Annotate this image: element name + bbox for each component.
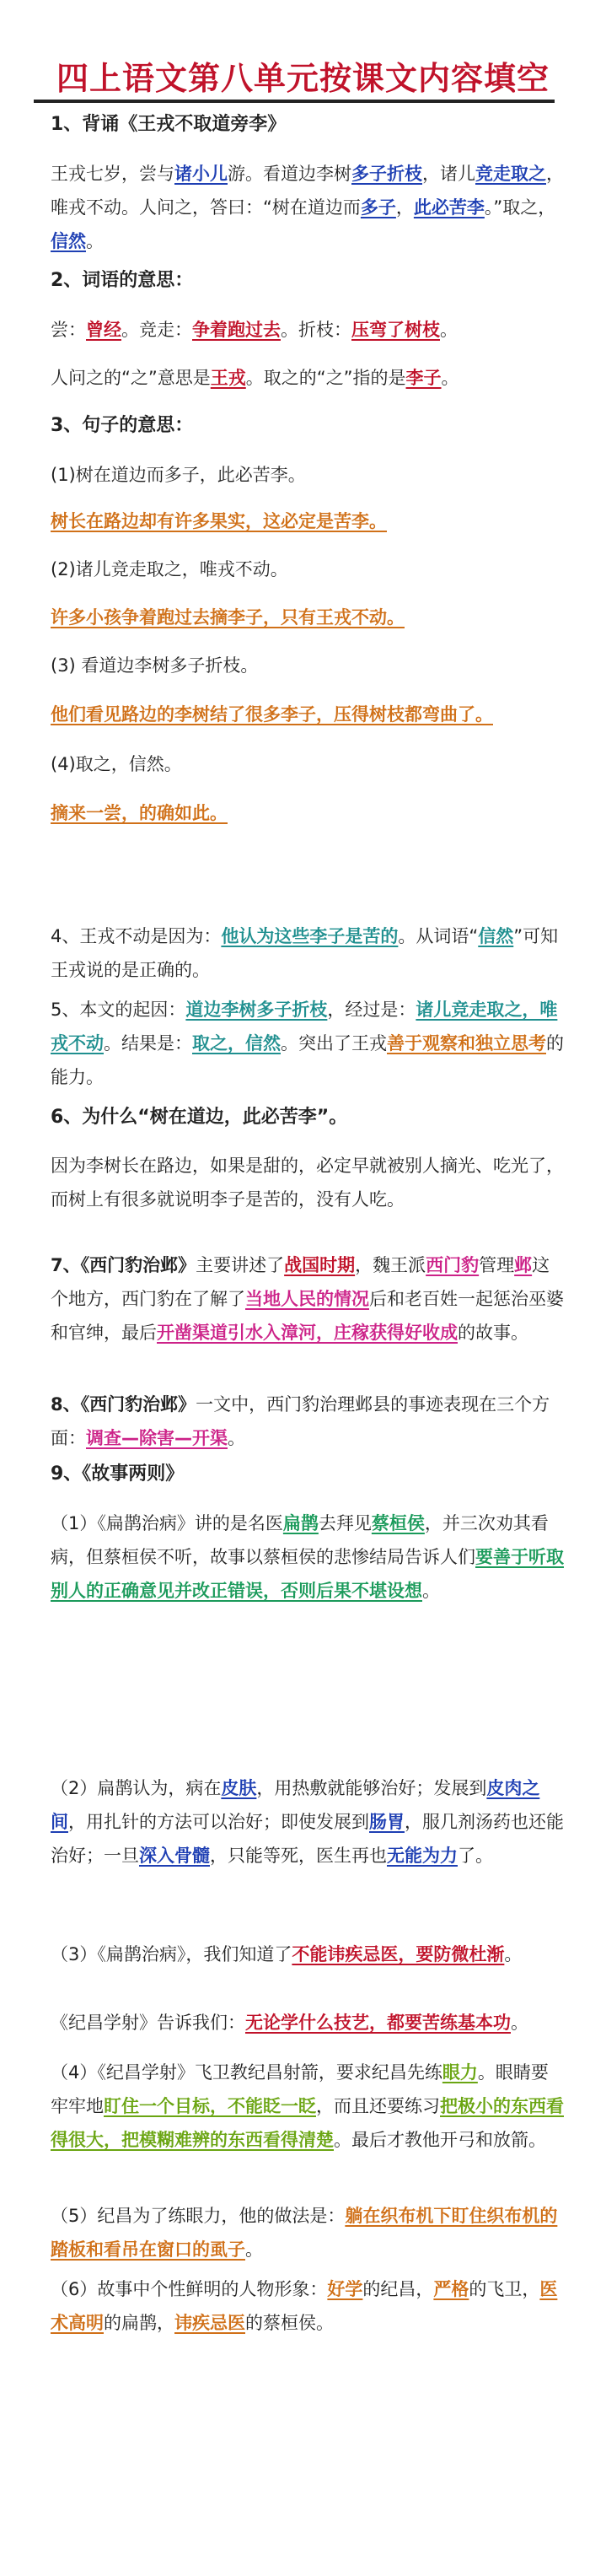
answer-blank: 战国时期 — [284, 1255, 356, 1275]
answer-blank: 诸小儿 — [174, 164, 228, 184]
text-run: 游。看道边李树 — [228, 164, 351, 184]
answer-blank: 多子 — [360, 197, 396, 218]
answer-blank: 此必苦李 — [413, 197, 485, 218]
sentence-answer-2 — [51, 601, 565, 634]
text-run: （3）《扁鹊治病》，我们知道了 — [51, 1944, 292, 1964]
sentence-answer-3 — [51, 698, 565, 731]
text-run: ”可知王戎说的是正确的。 — [51, 926, 559, 980]
text-run: 4、王戎不动是因为： — [51, 926, 222, 946]
text-run: ，魏王派 — [355, 1255, 426, 1275]
answer-blank: 无能为力 — [387, 1846, 458, 1866]
section-9-paragraph-5 — [51, 2056, 565, 2157]
answer-blank: 他认为这些李子是苦的 — [221, 926, 399, 946]
text-run: （1）《扁鹊治病》讲的是名医 — [51, 1513, 283, 1533]
answer-blank: 信然 — [478, 926, 514, 946]
section-8-text — [51, 1388, 565, 1455]
text-run: 的蔡桓侯。 — [245, 2313, 334, 2333]
answer-blank: 信然 — [51, 231, 86, 251]
text-run: 的纪昌， — [362, 2279, 434, 2299]
section-9-paragraph-6 — [51, 2199, 565, 2266]
text-run: 。 — [504, 1944, 523, 1964]
text-run: 。取之的“之”指的是 — [245, 368, 406, 388]
text-run: ，唯戎不动。人问之，答曰：“树在道边而 — [51, 164, 564, 218]
text-run: 。结果是： — [104, 1033, 192, 1054]
text-run: 。折枝： — [281, 320, 351, 340]
answer-blank: 眼力 — [442, 2062, 478, 2083]
text-run: 。从词语“ — [398, 926, 479, 946]
section-1-text — [51, 157, 565, 258]
answer-blank: 讳疾忌医 — [174, 2313, 245, 2333]
section-5-text — [51, 993, 565, 1094]
answer-blank: 善于观察和独立思考 — [387, 1033, 546, 1054]
section-4-text — [51, 919, 565, 987]
page-title: 四上语文第八单元按课文内容填空 — [56, 59, 550, 97]
section-9-paragraph-4 — [51, 2006, 565, 2040]
text-run: 。突出了王戎 — [281, 1033, 387, 1054]
sentence-question-2: (2)诸儿竞走取之，唯戎不动。 — [51, 559, 288, 579]
text-run: 王戎七岁，尝与 — [51, 164, 174, 184]
answer-blank: 摘来一尝，的确如此。 — [51, 803, 228, 823]
answer-blank: 许多小孩争着跑过去摘李子，只有王戎不动。 — [51, 607, 405, 628]
section-9-paragraph-1 — [51, 1506, 565, 1608]
text-run: （4）《纪昌学射》飞卫教纪昌射箭，要求纪昌先练 — [51, 2062, 442, 2083]
text-run: ，并三次劝其看病，但蔡桓侯不听，故事以蔡桓侯的悲惨结局告诉人们 — [51, 1513, 549, 1567]
text-run: 。 — [86, 231, 104, 251]
title-underline — [34, 100, 555, 103]
answer-blank: 诸儿竞走取之，唯戎不动 — [51, 1000, 558, 1054]
answer-blank: 争着跑过去 — [192, 320, 281, 340]
answer-blank: 肠胃 — [369, 1812, 405, 1832]
text-run: 一文中，西门豹治理邺县的事迹表现在三个方面： — [51, 1394, 550, 1448]
text-run: 这个地方，西门豹在了解了 — [51, 1255, 550, 1309]
text-run: 的能力。 — [51, 1033, 564, 1087]
text-run: ，经过是： — [327, 1000, 416, 1020]
text-run: ，服几剂汤药也还能治好；一旦 — [51, 1812, 564, 1866]
answer-blank: 躺在织布机下盯住织布机的踏板和看吊在窗口的虱子 — [51, 2206, 558, 2260]
section-2-heading: 2、词语的意思： — [51, 270, 194, 291]
text-run: 去拜见 — [318, 1513, 372, 1533]
section-2-line-2 — [51, 361, 565, 395]
answer-blank: 取之，信然 — [192, 1033, 281, 1054]
text-run: 了。 — [458, 1846, 493, 1866]
answer-blank: 无论学什么技艺，都要苦练基本功 — [245, 2013, 511, 2033]
answer-blank: 好学 — [327, 2279, 363, 2299]
answer-blank: 不能讳疾忌医，要防微杜渐 — [292, 1944, 505, 1964]
text-run: ，只能等死，医生再也 — [210, 1846, 387, 1866]
answer-blank: 多子折枝 — [351, 164, 422, 184]
text-run: 。 — [511, 2013, 528, 2033]
text-run: 7、《西门豹治邺》 — [51, 1255, 196, 1275]
answer-blank: 曾经 — [86, 320, 121, 340]
text-run: 。眼睛要牢牢地 — [51, 2062, 549, 2116]
section-2-line-1 — [51, 313, 565, 347]
text-run: ， — [395, 197, 414, 218]
section-3-heading: 3、句子的意思： — [51, 415, 194, 436]
text-run: ，用热敷就能够治好；发展到 — [256, 1778, 487, 1798]
section-9-heading: 9、《故事两则》 — [51, 1463, 185, 1485]
text-run: （2）扁鹊认为，病在 — [51, 1778, 222, 1798]
answer-blank: 他们看见路边的李树结了很多李子，压得树枝都弯曲了。 — [51, 704, 493, 725]
answer-blank: 竞走取之 — [475, 164, 546, 184]
section-9-paragraph-3 — [51, 1937, 565, 1971]
text-run: 的飞卫， — [469, 2279, 540, 2299]
text-run: ，诸儿 — [422, 164, 475, 184]
answer-blank: 扁鹊 — [282, 1513, 319, 1533]
text-run: 管理 — [479, 1255, 515, 1275]
text-run: ，用扎针的方法可以治好；即使发展到 — [68, 1812, 369, 1832]
answer-blank: 皮肉之间 — [51, 1778, 540, 1832]
text-run: 。 — [441, 368, 459, 388]
sentence-question-4: (4)取之，信然。 — [51, 754, 182, 774]
sentence-answer-1 — [51, 504, 565, 538]
text-run: 后和老百姓一起惩治巫婆和官绅，最后 — [51, 1289, 564, 1343]
text-run: 8、《西门豹治邺》 — [51, 1394, 196, 1415]
answer-blank: 把极小的东西看得很大，把模糊难辨的东西看得清楚 — [51, 2096, 564, 2150]
sentence-question-3: (3) 看道边李树多子折枝。 — [51, 655, 259, 676]
answer-blank: 要善于听取别人的正确意见并改正错误，否则后果不堪设想 — [51, 1547, 564, 1601]
section-7-text — [51, 1248, 565, 1350]
answer-blank: 盯住一个目标，不能眨一眨 — [104, 2096, 316, 2116]
answer-blank: 道边李树多子折枝 — [185, 1000, 328, 1020]
text-run: 。 — [228, 1428, 245, 1448]
answer-blank: 压弯了树枝 — [351, 320, 440, 340]
answer-blank: 当地人民的情况 — [245, 1289, 369, 1309]
text-run: 人问之的“之”意思是 — [51, 368, 211, 388]
answer-blank: 调查—除害—开渠 — [86, 1428, 228, 1448]
answer-blank: 开凿渠道引水入漳河，庄稼获得好收成 — [157, 1323, 458, 1343]
text-run: 尝： — [51, 320, 86, 340]
section-6-text: 因为李树长在路边，如果是甜的，必定早就被别人摘光、吃光了，而树上有很多就说明李子是苦的，没有人吃。 — [51, 1156, 564, 1210]
text-run: 的故事。 — [458, 1323, 528, 1343]
text-run: 。 — [245, 2239, 263, 2260]
answer-blank: 王戎 — [210, 368, 246, 388]
text-run: （5）纪昌为了练眼力，他的做法是： — [51, 2206, 346, 2226]
answer-blank: 严格 — [433, 2279, 469, 2299]
text-run: 。最后才教他开弓和放箭。 — [334, 2130, 546, 2150]
text-run: 5、本文的起因： — [51, 1000, 186, 1020]
answer-blank: 深入骨髓 — [139, 1846, 210, 1866]
text-run: 主要讲述了 — [196, 1255, 285, 1275]
text-run: 。 — [440, 320, 458, 340]
section-6-heading: 6、为什么“树在道边，此必苦李”。 — [51, 1107, 348, 1128]
answer-blank: 西门豹 — [426, 1255, 480, 1275]
answer-blank: 医术高明 — [51, 2279, 558, 2333]
section-9-paragraph-7 — [51, 2272, 565, 2340]
section-9-paragraph-2 — [51, 1771, 565, 1873]
answer-blank: 树长在路边却有许多果实，这必定是苦李。 — [51, 511, 387, 531]
sentence-question-1: (1)树在道边而多子，此必苦李。 — [51, 465, 306, 485]
answer-blank: 蔡桓侯 — [371, 1513, 425, 1533]
text-run: ，而且还要练习 — [316, 2096, 440, 2116]
text-run: （6）故事中个性鲜明的人物形象： — [51, 2279, 328, 2299]
text-run: 。竞走： — [121, 320, 192, 340]
text-run: 。 — [422, 1581, 440, 1601]
text-run: 的扁鹊， — [104, 2313, 174, 2333]
answer-blank: 邺 — [514, 1255, 533, 1275]
sentence-answer-4 — [51, 796, 565, 830]
answer-blank: 皮肤 — [221, 1778, 257, 1798]
text-run: 《纪昌学射》告诉我们： — [51, 2013, 245, 2033]
section-1-heading: 1、背诵《王戎不取道旁李》 — [51, 114, 287, 135]
text-run: 。”取之， — [484, 197, 556, 218]
answer-blank: 李子 — [405, 368, 442, 388]
